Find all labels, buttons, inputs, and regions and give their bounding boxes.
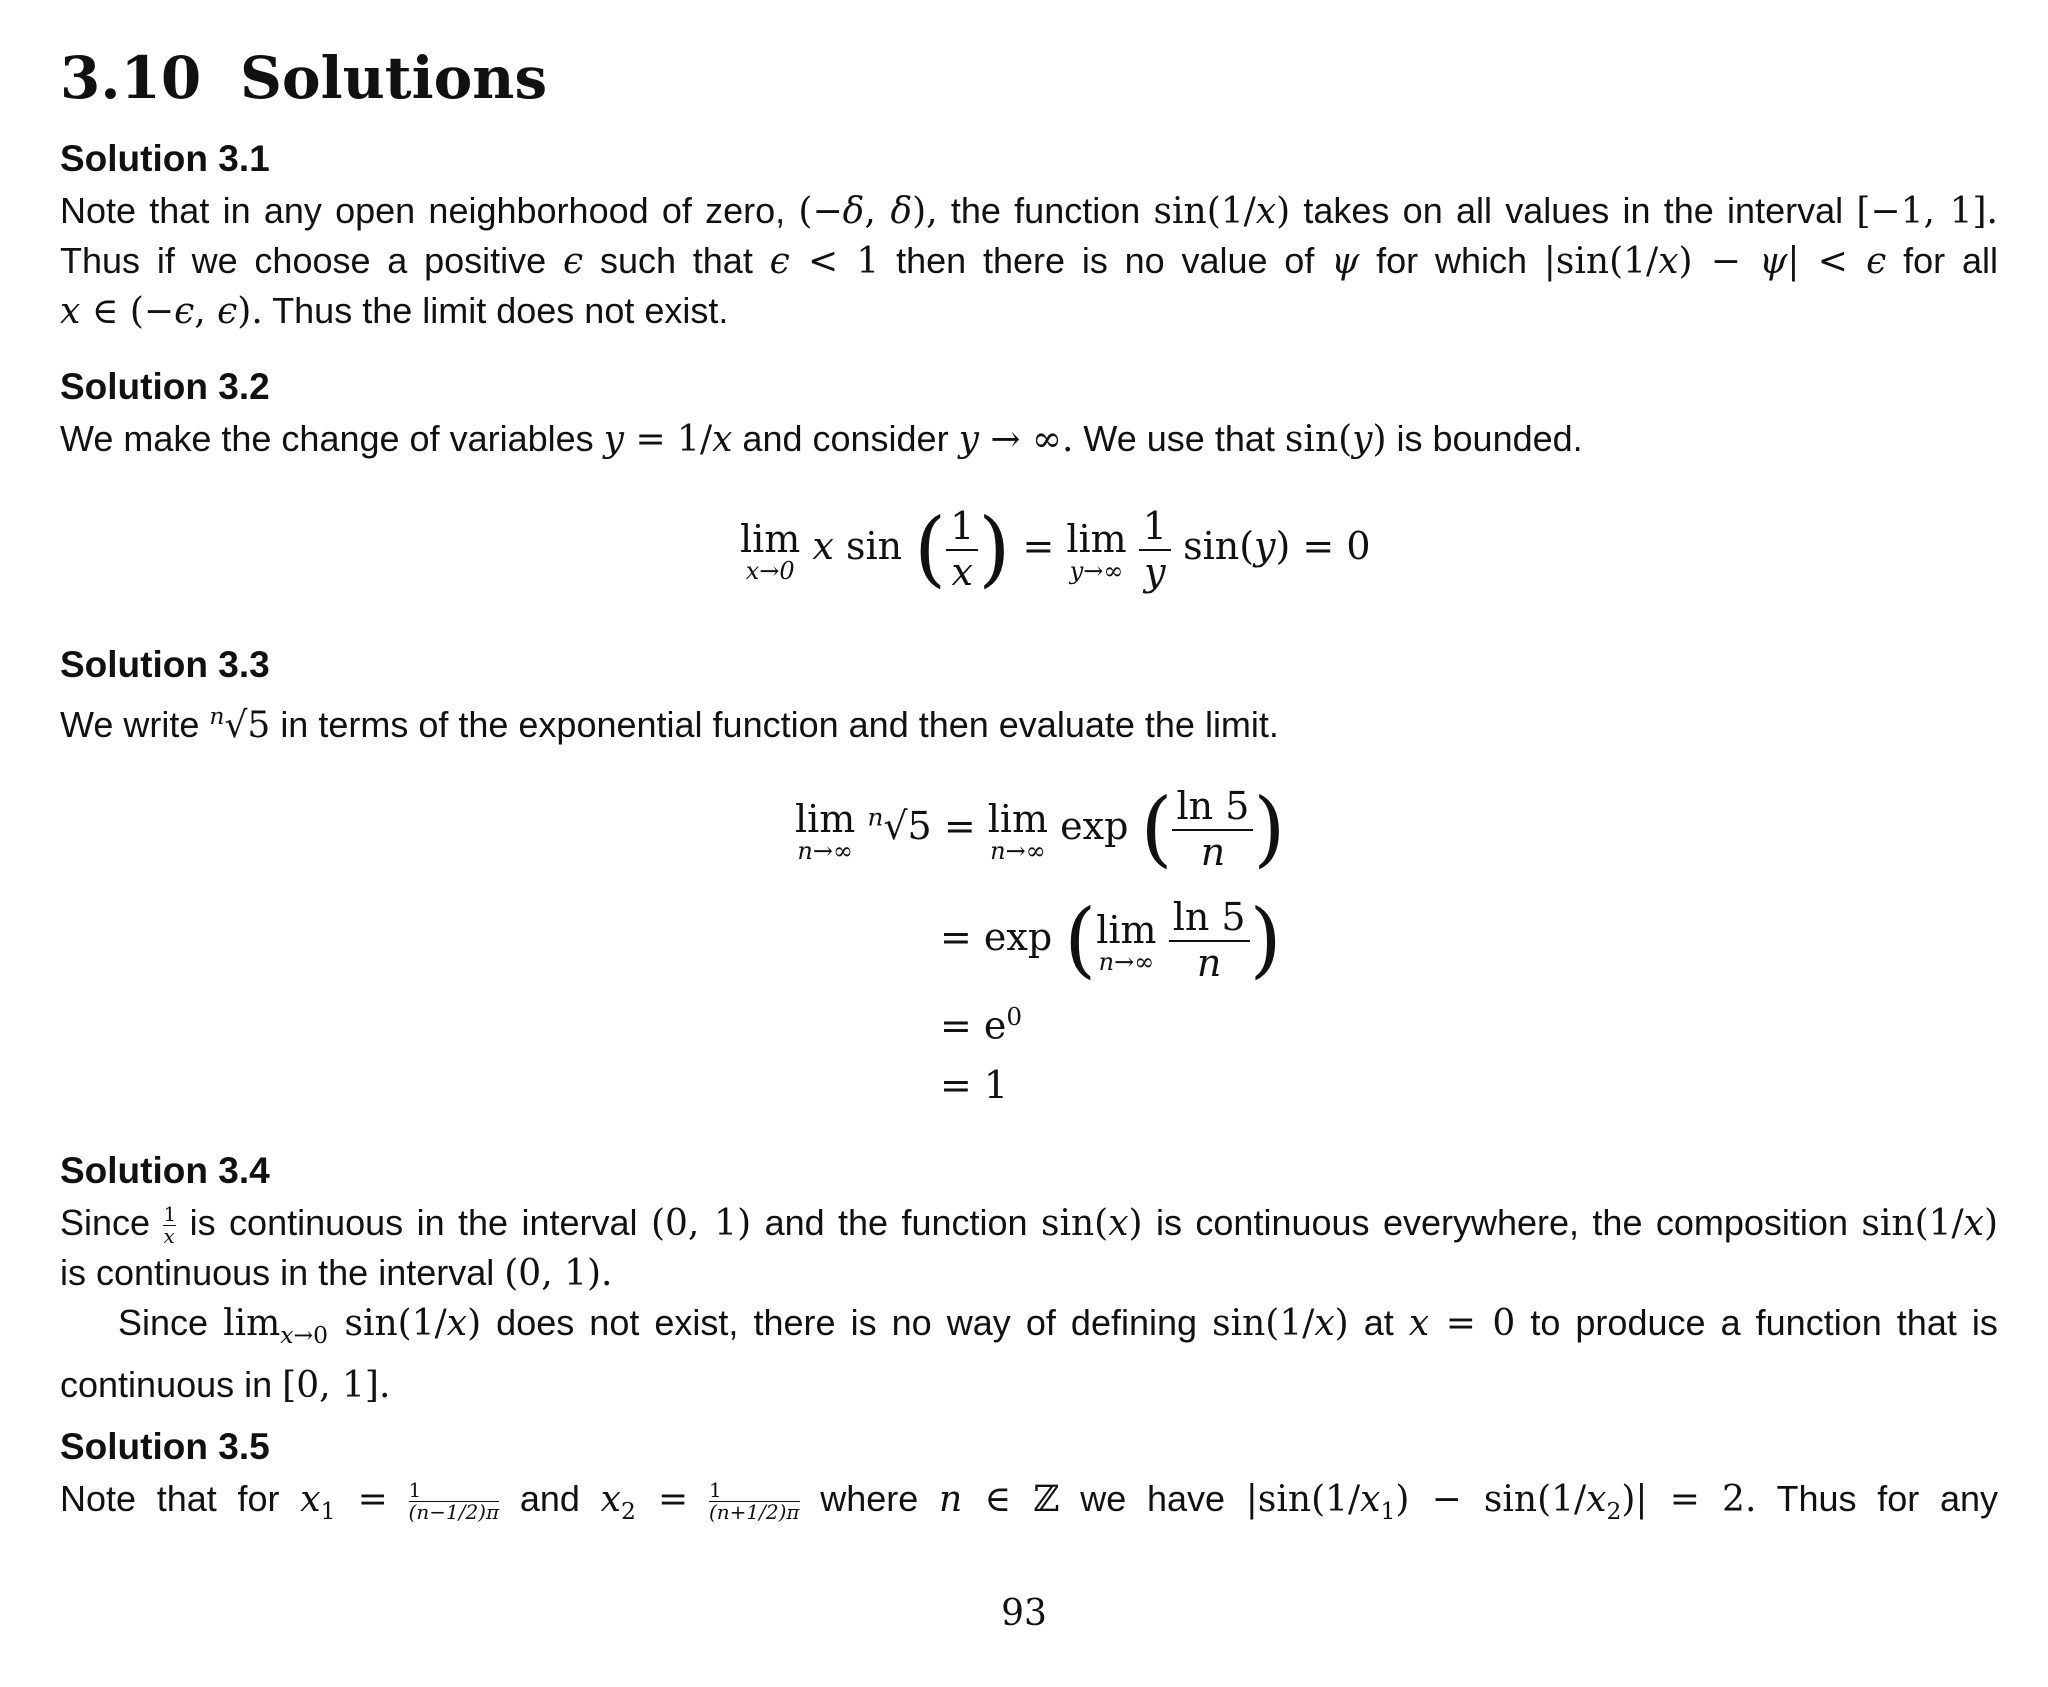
text: for all <box>1903 240 1998 281</box>
text: such that <box>599 240 753 281</box>
text: in terms of the exponential function and then evaluate the limit. <box>280 704 1279 745</box>
text: continuous in <box>60 1364 273 1406</box>
solution-3-1-body: Note that in any open neighborhood of zero, (−δ, δ), the function sin(1/x) takes on all values in the interval [−1, 1]. Thus if we choose a positive ϵ such that ϵ < 1 then there is no value of ψ for which |sin(1/x) − ψ| < ϵ for all x ∈ (−ϵ, ϵ). Thus the limit does not exist. <box>60 190 1998 332</box>
text: Thus the limit does not exist. <box>272 290 729 331</box>
text: the function <box>950 190 1141 231</box>
text: we have <box>1080 1478 1226 1519</box>
solution-3-3-heading: Solution 3.3 <box>60 644 270 685</box>
section-name: Solutions <box>240 44 548 112</box>
text: is continuous everywhere, the composition <box>1156 1202 1848 1243</box>
text: for which <box>1376 240 1527 281</box>
solution-3-4-body: Since $\frac{1}{x}$ is continuous in the interval (0, 1) and the function sin(x) is continuous everywhere, the composition sin(1/x) is continuous in the interval (0, 1). Since $\lim_{x\to 0} \sin(1/x)$ does not exist, there is no way of defining sin(1/x) at x = 0 to produce a function that is continuous in [0, 1]. <box>60 1201 1999 1407</box>
text: and the function <box>764 1202 1028 1243</box>
page-number: 93 <box>1001 1593 1047 1634</box>
text: is continuous in the interval <box>189 1202 638 1243</box>
solution-3-4-heading: Solution 3.4 <box>60 1150 270 1191</box>
text: We make the change of variables <box>60 418 594 459</box>
text: where <box>820 1478 919 1519</box>
equation-3-3-line-1: lim n→∞ $^n$√5 = lim n→∞ exp ( $\frac{\ln 5}{n}$ ) <box>795 781 1286 877</box>
equation-3-3-line-2: = exp (lim n→∞ $\frac{\ln 5}{n}$ ) <box>940 892 1282 988</box>
text: We use that <box>1083 418 1275 459</box>
text: at <box>1363 1302 1394 1343</box>
text: to produce a function that is <box>1530 1302 1998 1343</box>
section-number: 3.10 <box>60 44 202 112</box>
solution-3-3-body: We write $^n$√5 in terms of the exponential function and then evaluate the limit. <box>60 702 1279 746</box>
text: We write <box>60 704 200 745</box>
text: takes on all values in the interval <box>1303 190 1844 231</box>
section-title <box>60 44 547 112</box>
text: is continuous in the interval <box>60 1252 495 1293</box>
text: Since <box>60 1202 151 1243</box>
solution-3-5-heading: Solution 3.5 <box>60 1426 270 1467</box>
text: Note that in any open neighborhood of zero, <box>60 190 786 231</box>
text: Thus if we choose a positive <box>60 240 547 281</box>
text: then there is no value of <box>896 240 1315 281</box>
text: and consider <box>742 418 949 459</box>
solution-3-2-body: We make the change of variables y = 1/x and consider y → ∞. We use that sin(y) is bounded. <box>60 418 1583 460</box>
text: is bounded. <box>1396 418 1583 459</box>
equation-3-3-line-3: = $e^0$ <box>940 1002 1023 1048</box>
text: Thus for any <box>1776 1478 1998 1519</box>
equation-3-3-line-4: = 1 <box>940 1063 1009 1107</box>
solution-3-1-heading: Solution 3.1 <box>60 138 270 179</box>
text: and <box>519 1478 580 1519</box>
text: Note that for <box>60 1478 280 1519</box>
solution-3-5-body: Note that for $x_1$ = $\frac{1}{(n-1/2)\pi}$ and $x_2$ = $\frac{1}{(n+1/2)\pi}$ where n ∈ ℤ we have $|\sin(1/x_1) - \sin(1/x_2)| = 2$. Thus for any <box>60 1477 1998 1526</box>
text: does not exist, there is no way of defining <box>496 1302 1198 1343</box>
solution-3-2-heading: Solution 3.2 <box>60 366 270 407</box>
text: Since <box>118 1302 209 1343</box>
equation-3-2: lim x→0 x sin ( $\frac{1}{x}$ ) = lim y→∞ $\frac{1}{y}$ sin(y) = 0 <box>740 501 1371 597</box>
